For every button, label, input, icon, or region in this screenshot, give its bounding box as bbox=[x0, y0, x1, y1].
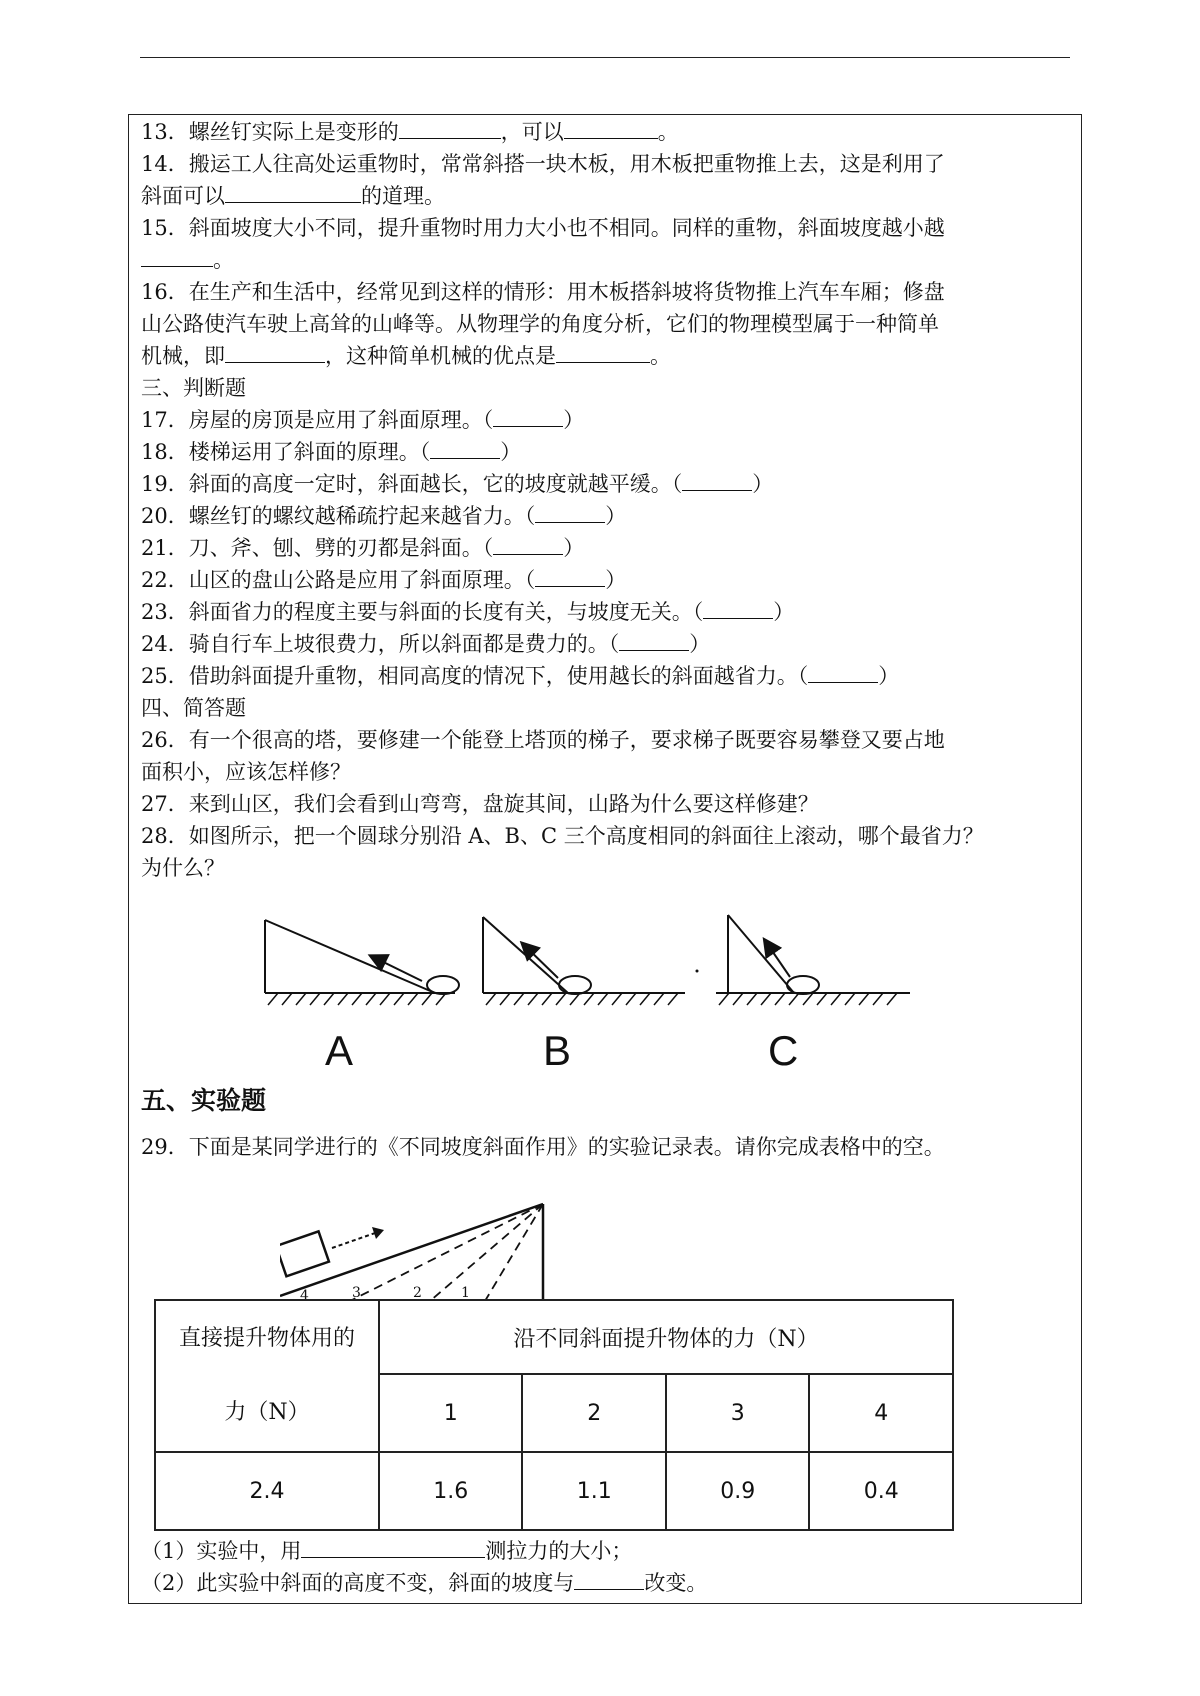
answer-blank bbox=[493, 406, 563, 427]
section-3-heading: 三、判断题 bbox=[141, 376, 246, 400]
answer-blank bbox=[301, 1537, 485, 1558]
ramp-number: 4 bbox=[300, 1288, 309, 1301]
question-28-line1: 28．如图所示，把一个圆球分别沿 A、B、C 三个高度相同的斜面往上滚动，哪个最省力？ bbox=[141, 824, 984, 848]
question-17: 17．房屋的房顶是应用了斜面原理。（ ） bbox=[141, 408, 585, 432]
experiment-record-table bbox=[154, 1299, 954, 1531]
question-26-line2: 面积小，应该怎样修？ bbox=[141, 760, 351, 784]
question-21: 21．刀、斧、刨、劈的刃都是斜面。（ ） bbox=[141, 536, 585, 560]
question-28-line2: 为什么？ bbox=[141, 856, 225, 880]
question-18: 18．楼梯运用了斜面的原理。（ ） bbox=[141, 440, 522, 464]
question-29: 29．下面是某同学进行的《不同坡度斜面作用》的实验记录表。请你完成表格中的空。 bbox=[141, 1135, 945, 1159]
answer-blank bbox=[493, 534, 563, 555]
question-16-line3: 机械，即 ，这种简单机械的优点是 。 bbox=[141, 344, 671, 368]
table-cell: 2.4 bbox=[155, 1452, 379, 1530]
question-16-line2: 山公路使汽车驶上高耸的山峰等。从物理学的角度分析，它们的物理模型属于一种简单 bbox=[141, 312, 939, 336]
ramp-number: 1 bbox=[461, 1285, 470, 1301]
table-cell: 0.9 bbox=[666, 1452, 809, 1530]
table-row bbox=[155, 1300, 953, 1374]
question-27: 27．来到山区，我们会看到山弯弯，盘旋其间，山路为什么要这样修建？ bbox=[141, 792, 819, 816]
header-direct-force: 直接提升物体用的 力（N） bbox=[155, 1300, 379, 1452]
answer-blank bbox=[430, 438, 500, 459]
question-26-line1: 26．有一个很高的塔，要修建一个能登上塔顶的梯子，要求梯子既要容易攀登又要占地 bbox=[141, 728, 945, 752]
answer-blank bbox=[535, 566, 605, 587]
section-4-heading: 四、简答题 bbox=[141, 696, 246, 720]
column-header: 3 bbox=[666, 1374, 809, 1452]
incline-b bbox=[483, 917, 685, 1005]
question-15-line1: 15．斜面坡度大小不同，提升重物时用力大小也不相同。同样的重物，斜面坡度越小越 bbox=[141, 216, 945, 240]
table-cell: 1.1 bbox=[522, 1452, 665, 1530]
label-c: C bbox=[768, 1027, 799, 1074]
part-2: （2）此实验中斜面的高度不变，斜面的坡度与 改变。 bbox=[141, 1571, 708, 1595]
label-b: B bbox=[543, 1027, 572, 1074]
part-1: （1）实验中，用 测拉力的大小； bbox=[141, 1539, 633, 1563]
answer-blank bbox=[225, 342, 325, 363]
answer-blank bbox=[619, 630, 689, 651]
question-14-line2: 斜面可以 的道理。 bbox=[141, 184, 445, 208]
question-15-line2: 。 bbox=[141, 244, 234, 276]
question-20: 20．螺丝钉的螺纹越稀疏拧起来越省力。（ ） bbox=[141, 504, 627, 528]
header-rule bbox=[140, 57, 1070, 58]
answer-blank bbox=[682, 470, 752, 491]
section-5-heading: 五、实验题 bbox=[141, 1086, 267, 1115]
ramp-experiment-figure bbox=[280, 1196, 560, 1301]
answer-blank bbox=[556, 342, 650, 363]
inclines-figure bbox=[250, 885, 950, 1080]
answer-blank bbox=[564, 118, 658, 139]
ramp-number: 2 bbox=[413, 1285, 422, 1301]
ramp-number: 3 bbox=[352, 1285, 361, 1301]
question-14-line1: 14．搬运工人往高处运重物时，常常斜搭一块木板，用木板把重物推上去，这是利用了 bbox=[141, 152, 945, 176]
question-22: 22．山区的盘山公路是应用了斜面原理。（ ） bbox=[141, 568, 627, 592]
table-cell: 0.4 bbox=[809, 1452, 953, 1530]
table-cell: 1.6 bbox=[379, 1452, 522, 1530]
question-25: 25．借助斜面提升重物，相同高度的情况下，使用越长的斜面越省力。（ ） bbox=[141, 664, 900, 688]
question-19: 19．斜面的高度一定时，斜面越长，它的坡度就越平缓。（ ） bbox=[141, 472, 774, 496]
header-slope-force: 沿不同斜面提升物体的力（N） bbox=[379, 1300, 953, 1374]
answer-blank bbox=[808, 662, 878, 683]
answer-blank bbox=[535, 502, 605, 523]
question-23: 23．斜面省力的程度主要与斜面的长度有关，与坡度无关。（ ） bbox=[141, 600, 795, 624]
answer-blank bbox=[399, 118, 501, 139]
table-row bbox=[155, 1452, 953, 1530]
answer-blank bbox=[225, 182, 361, 203]
incline-a bbox=[265, 920, 459, 1005]
column-header: 1 bbox=[379, 1374, 522, 1452]
incline-c bbox=[716, 915, 910, 1005]
label-a: A bbox=[325, 1027, 354, 1074]
answer-blank bbox=[703, 598, 773, 619]
question-13: 13．螺丝钉实际上是变形的 ，可以 。 bbox=[141, 120, 679, 144]
question-16-line1: 16．在生产和生活中，经常见到这样的情形：用木板搭斜坡将货物推上汽车车厢；修盘 bbox=[141, 280, 945, 304]
column-header: 4 bbox=[809, 1374, 953, 1452]
column-header: 2 bbox=[522, 1374, 665, 1452]
question-24: 24．骑自行车上坡很费力，所以斜面都是费力的。（ ） bbox=[141, 632, 711, 656]
answer-blank bbox=[574, 1569, 644, 1590]
answer-blank bbox=[141, 246, 213, 267]
